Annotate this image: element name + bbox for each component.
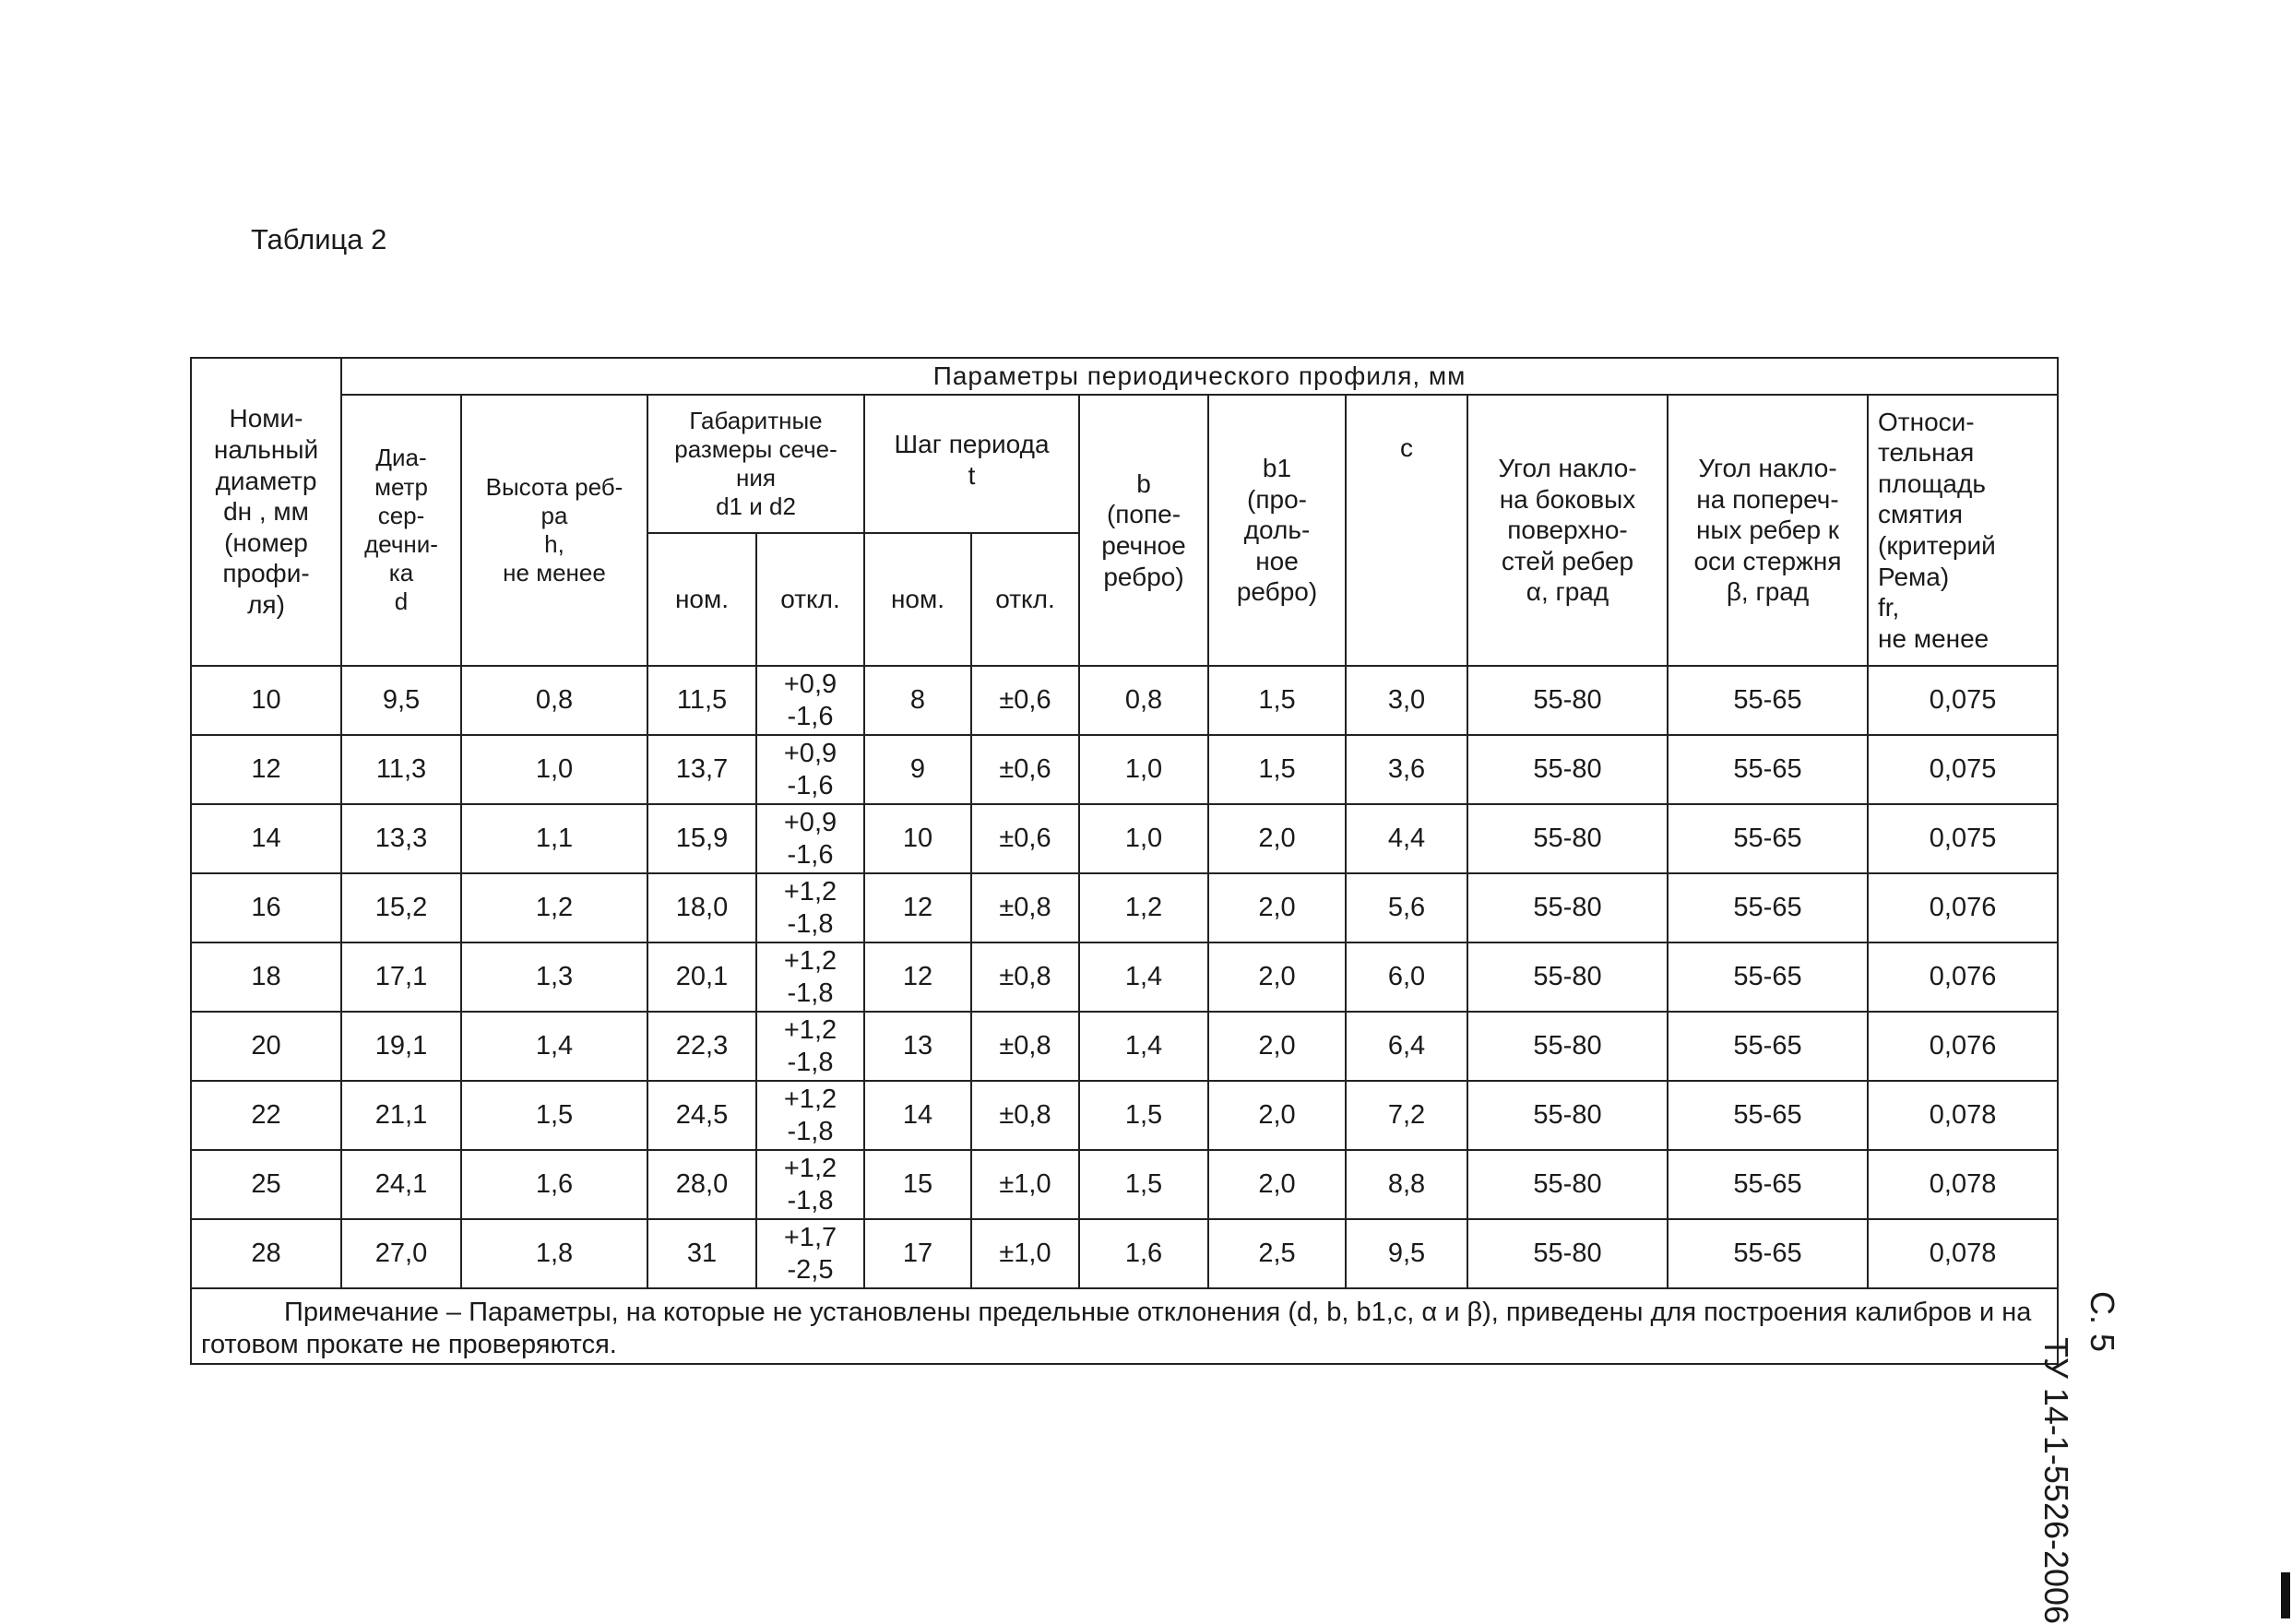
h-b-line-3: ребро): [1103, 562, 1184, 591]
cell-dn: 12: [191, 735, 341, 804]
h-b1-line-2: доль-: [1243, 516, 1311, 545]
cell-t-dev: ±0,8: [971, 942, 1079, 1012]
cell-d12-dev: [756, 804, 864, 873]
cell-fr: 0,075: [1868, 735, 2058, 804]
h-nominal-line-0: Номи-: [229, 404, 303, 433]
cell-d12-dev: [756, 942, 864, 1012]
cell-t-dev: ±0,8: [971, 1081, 1079, 1150]
cell-d12-dev: [756, 1150, 864, 1219]
cell-c: 6,0: [1346, 942, 1467, 1012]
cell-b: 1,4: [1079, 942, 1208, 1012]
h-core-line-4: ка: [388, 559, 414, 587]
cell-fr: 0,076: [1868, 873, 2058, 942]
cell-alpha: 55-80: [1467, 942, 1668, 1012]
header-overall-dimensions: [647, 395, 864, 533]
cell-dn: 14: [191, 804, 341, 873]
document-number: ТУ 14-1-5526-2006: [2037, 1337, 2075, 1624]
page-number: С. 5: [2084, 1291, 2121, 1353]
cell-beta: 55-65: [1668, 666, 1868, 735]
cell-d12-nom: 22,3: [647, 1012, 756, 1081]
h-b1-line-4: ребро): [1236, 577, 1318, 607]
cell-d12-nom: 15,9: [647, 804, 756, 873]
cell-b: 1,0: [1079, 735, 1208, 804]
cell-t-nom: 12: [864, 942, 971, 1012]
cell-b1: 1,5: [1208, 735, 1346, 804]
h-beta-line-1: на попереч-: [1696, 484, 1839, 514]
cell-b: 1,4: [1079, 1012, 1208, 1081]
cell-beta: 55-65: [1668, 1012, 1868, 1081]
cell-t-dev: ±1,0: [971, 1150, 1079, 1219]
tolerance-plus: +0,9: [783, 669, 837, 699]
cell-alpha: 55-80: [1467, 1012, 1668, 1081]
cell-beta: 55-65: [1668, 1219, 1868, 1288]
cell-t-nom: 13: [864, 1012, 971, 1081]
table-row: [191, 1219, 2058, 1288]
cell-fr: 0,075: [1868, 666, 2058, 735]
cell-t-nom: 15: [864, 1150, 971, 1219]
h-nominal-line-2: диаметр: [215, 466, 317, 495]
header-rib-height: [461, 395, 647, 666]
cell-d12-dev: [756, 735, 864, 804]
cell-b1: 1,5: [1208, 666, 1346, 735]
cell-c: 5,6: [1346, 873, 1467, 942]
h-core-line-3: дечни-: [364, 530, 438, 558]
cell-beta: 55-65: [1668, 735, 1868, 804]
cell-b1: 2,5: [1208, 1219, 1346, 1288]
cell-dn: 18: [191, 942, 341, 1012]
h-overall-line-2: ния: [736, 464, 776, 492]
table-caption: Таблица 2: [251, 223, 387, 255]
cell-d12-nom: 13,7: [647, 735, 756, 804]
h-b-line-2: речное: [1101, 531, 1186, 560]
cell-h: 0,8: [461, 666, 647, 735]
cell-alpha: 55-80: [1467, 873, 1668, 942]
h-nominal-line-3: dн , мм: [223, 497, 309, 527]
cell-d12-dev: [756, 1012, 864, 1081]
header-d12-nom: ном.: [647, 533, 756, 666]
table-row: [191, 804, 2058, 873]
cell-fr: 0,076: [1868, 942, 2058, 1012]
tolerance-minus: -2,5: [787, 1254, 834, 1285]
tolerance-plus: +1,7: [783, 1222, 837, 1252]
cell-d: 19,1: [341, 1012, 461, 1081]
h-fr-line-5: Рема): [1878, 562, 1950, 591]
cell-c: 8,8: [1346, 1150, 1467, 1219]
cell-alpha: 55-80: [1467, 804, 1668, 873]
cell-b1: 2,0: [1208, 1012, 1346, 1081]
tolerance-minus: -1,8: [787, 978, 834, 1008]
cell-b1: 2,0: [1208, 1150, 1346, 1219]
h-overall-line-1: размеры сече-: [674, 434, 837, 463]
h-rib-line-0: Высота реб-: [485, 472, 623, 501]
h-fr-line-2: площадь: [1878, 468, 1986, 498]
cell-t-dev: ±0,8: [971, 1012, 1079, 1081]
header-b-transverse-rib: [1079, 395, 1208, 666]
cell-fr: 0,078: [1868, 1219, 2058, 1288]
h-fr-line-1: тельная: [1878, 438, 1975, 468]
cell-t-nom: 8: [864, 666, 971, 735]
h-overall-line-3: d1 и d2: [716, 492, 796, 521]
table-row: [191, 1081, 2058, 1150]
h-fr-line-6: fr,: [1878, 593, 1900, 622]
cell-d12-nom: 28,0: [647, 1150, 756, 1219]
tolerance-plus: +1,2: [783, 1153, 837, 1183]
cell-dn: 10: [191, 666, 341, 735]
h-fr-line-3: смятия: [1878, 500, 1964, 529]
h-core-line-1: метр: [374, 472, 428, 501]
cell-t-dev: ±0,6: [971, 804, 1079, 873]
h-nominal-line-1: нальный: [213, 435, 319, 465]
h-alpha-line-4: α, град: [1526, 577, 1609, 607]
h-core-line-2: сер-: [377, 501, 425, 529]
cell-t-nom: 17: [864, 1219, 971, 1288]
cell-beta: 55-65: [1668, 1081, 1868, 1150]
header-t-dev: откл.: [971, 533, 1079, 666]
cell-fr: 0,075: [1868, 804, 2058, 873]
cell-c: 6,4: [1346, 1012, 1467, 1081]
h-b1-line-3: ное: [1255, 546, 1299, 575]
profile-parameters-table: [190, 357, 2059, 1365]
h-rib-line-3: не менее: [503, 559, 606, 587]
h-nominal-line-4: (номер: [224, 528, 308, 557]
h-nominal-line-5: профи-: [222, 559, 310, 588]
cell-h: 1,6: [461, 1150, 647, 1219]
cell-t-dev: ±1,0: [971, 1219, 1079, 1288]
cell-t-dev: ±0,6: [971, 735, 1079, 804]
h-b-line-0: b: [1136, 468, 1151, 498]
header-d12-dev: откл.: [756, 533, 864, 666]
cell-d12-nom: 31: [647, 1219, 756, 1288]
cell-fr: 0,076: [1868, 1012, 2058, 1081]
h-rib-line-2: h,: [544, 530, 564, 558]
cell-d12-nom: 24,5: [647, 1081, 756, 1150]
cell-d: 17,1: [341, 942, 461, 1012]
cell-b: 1,0: [1079, 804, 1208, 873]
h-fr-line-7: не менее: [1878, 623, 1989, 653]
header-pitch: [864, 395, 1079, 533]
cell-alpha: 55-80: [1467, 1150, 1668, 1219]
h-fr-line-4: (критерий: [1878, 531, 1996, 560]
cell-h: 1,5: [461, 1081, 647, 1150]
cell-dn: 28: [191, 1219, 341, 1288]
cell-b1: 2,0: [1208, 1081, 1346, 1150]
header-core-diameter: [341, 395, 461, 666]
cell-alpha: 55-80: [1467, 666, 1668, 735]
h-alpha-line-1: на боковых: [1499, 484, 1636, 514]
cell-c: 4,4: [1346, 804, 1467, 873]
header-beta-angle: [1668, 395, 1868, 666]
cell-t-nom: 12: [864, 873, 971, 942]
cell-c: 9,5: [1346, 1219, 1467, 1288]
cell-h: 1,3: [461, 942, 647, 1012]
cell-b: 1,5: [1079, 1150, 1208, 1219]
cell-h: 1,2: [461, 873, 647, 942]
cell-t-dev: ±0,8: [971, 873, 1079, 942]
cell-fr: 0,078: [1868, 1081, 2058, 1150]
tolerance-minus: -1,8: [787, 1047, 834, 1077]
h-b-line-1: (попе-: [1106, 500, 1182, 529]
cell-dn: 20: [191, 1012, 341, 1081]
cell-b: 1,5: [1079, 1081, 1208, 1150]
cell-b1: 2,0: [1208, 804, 1346, 873]
tolerance-minus: -1,6: [787, 770, 834, 800]
tolerance-minus: -1,6: [787, 701, 834, 731]
h-overall-line-0: Габаритные: [689, 406, 823, 434]
cell-dn: 16: [191, 873, 341, 942]
cell-b: 1,2: [1079, 873, 1208, 942]
cell-beta: 55-65: [1668, 1150, 1868, 1219]
cell-t-dev: ±0,6: [971, 666, 1079, 735]
cell-dn: 22: [191, 1081, 341, 1150]
cell-d: 21,1: [341, 1081, 461, 1150]
cell-d12-nom: 11,5: [647, 666, 756, 735]
cell-b1: 2,0: [1208, 942, 1346, 1012]
cell-h: 1,8: [461, 1219, 647, 1288]
cell-d: 11,3: [341, 735, 461, 804]
tolerance-plus: +1,2: [783, 1084, 837, 1114]
cell-fr: 0,078: [1868, 1150, 2058, 1219]
cell-b1: 2,0: [1208, 873, 1346, 942]
h-beta-line-4: β, град: [1726, 577, 1810, 607]
table-row: [191, 1012, 2058, 1081]
h-b1-line-0: b1: [1262, 454, 1292, 483]
h-core-line-0: Диа-: [375, 444, 427, 472]
header-c: c: [1346, 395, 1467, 666]
cell-dn: 25: [191, 1150, 341, 1219]
cell-t-nom: 14: [864, 1081, 971, 1150]
scan-edge-mark: [2281, 1572, 2290, 1618]
tolerance-minus: -1,8: [787, 1116, 834, 1146]
header-profile-parameters: Параметры периодического профиля, мм: [341, 358, 2058, 395]
cell-d12-nom: 18,0: [647, 873, 756, 942]
cell-h: 1,0: [461, 735, 647, 804]
table-row: [191, 873, 2058, 942]
h-rib-line-1: ра: [540, 501, 568, 529]
cell-b: 0,8: [1079, 666, 1208, 735]
tolerance-minus: -1,6: [787, 839, 834, 870]
h-core-line-5: d: [394, 587, 409, 616]
h-b1-line-1: (про-: [1247, 484, 1307, 514]
header-b1-longitudinal-rib: [1208, 395, 1346, 666]
tolerance-plus: +0,9: [783, 807, 837, 837]
cell-d: 24,1: [341, 1150, 461, 1219]
header-nominal-diameter: [191, 358, 341, 666]
h-pitch-line-0: Шаг периода: [894, 430, 1050, 458]
table-row: [191, 942, 2058, 1012]
table-note: Примечание – Параметры, на которые не установлены предельные отклонения (d, b, b1,c, α и β), приведены для построения калибров и на готовом прокате не проверяются.: [191, 1288, 2058, 1364]
header-t-nom: ном.: [864, 533, 971, 666]
cell-alpha: 55-80: [1467, 735, 1668, 804]
h-alpha-line-2: поверхно-: [1507, 516, 1628, 545]
note-row: [191, 1288, 2058, 1364]
cell-d12-dev: [756, 1081, 864, 1150]
cell-d12-dev: [756, 873, 864, 942]
tolerance-plus: +0,9: [783, 738, 837, 768]
cell-d: 9,5: [341, 666, 461, 735]
cell-beta: 55-65: [1668, 873, 1868, 942]
cell-d: 13,3: [341, 804, 461, 873]
cell-c: 7,2: [1346, 1081, 1467, 1150]
tolerance-plus: +1,2: [783, 876, 837, 907]
h-alpha-line-0: Угол накло-: [1498, 454, 1637, 483]
tolerance-minus: -1,8: [787, 1185, 834, 1215]
cell-alpha: 55-80: [1467, 1081, 1668, 1150]
header-relative-area: [1868, 395, 2058, 666]
tolerance-plus: +1,2: [783, 945, 837, 976]
table-row: [191, 666, 2058, 735]
h-beta-line-3: оси стержня: [1693, 546, 1842, 575]
cell-d: 27,0: [341, 1219, 461, 1288]
cell-d12-dev: [756, 666, 864, 735]
tolerance-minus: -1,8: [787, 908, 834, 939]
h-nominal-line-6: ля): [247, 589, 285, 619]
table-row: [191, 735, 2058, 804]
table-row: [191, 1150, 2058, 1219]
tolerance-plus: +1,2: [783, 1014, 837, 1045]
cell-c: 3,0: [1346, 666, 1467, 735]
cell-c: 3,6: [1346, 735, 1467, 804]
cell-d12-nom: 20,1: [647, 942, 756, 1012]
cell-d: 15,2: [341, 873, 461, 942]
h-beta-line-2: ных ребер к: [1695, 516, 1840, 545]
cell-alpha: 55-80: [1467, 1219, 1668, 1288]
cell-d12-dev: [756, 1219, 864, 1288]
h-fr-line-0: Относи-: [1878, 407, 1975, 436]
cell-b: 1,6: [1079, 1219, 1208, 1288]
cell-t-nom: 10: [864, 804, 971, 873]
cell-h: 1,1: [461, 804, 647, 873]
cell-beta: 55-65: [1668, 804, 1868, 873]
header-alpha-angle: [1467, 395, 1668, 666]
h-alpha-line-3: стей ребер: [1501, 546, 1634, 575]
cell-beta: 55-65: [1668, 942, 1868, 1012]
h-beta-line-0: Угол накло-: [1698, 454, 1837, 483]
cell-t-nom: 9: [864, 735, 971, 804]
cell-h: 1,4: [461, 1012, 647, 1081]
h-pitch-line-1: t: [968, 460, 976, 490]
